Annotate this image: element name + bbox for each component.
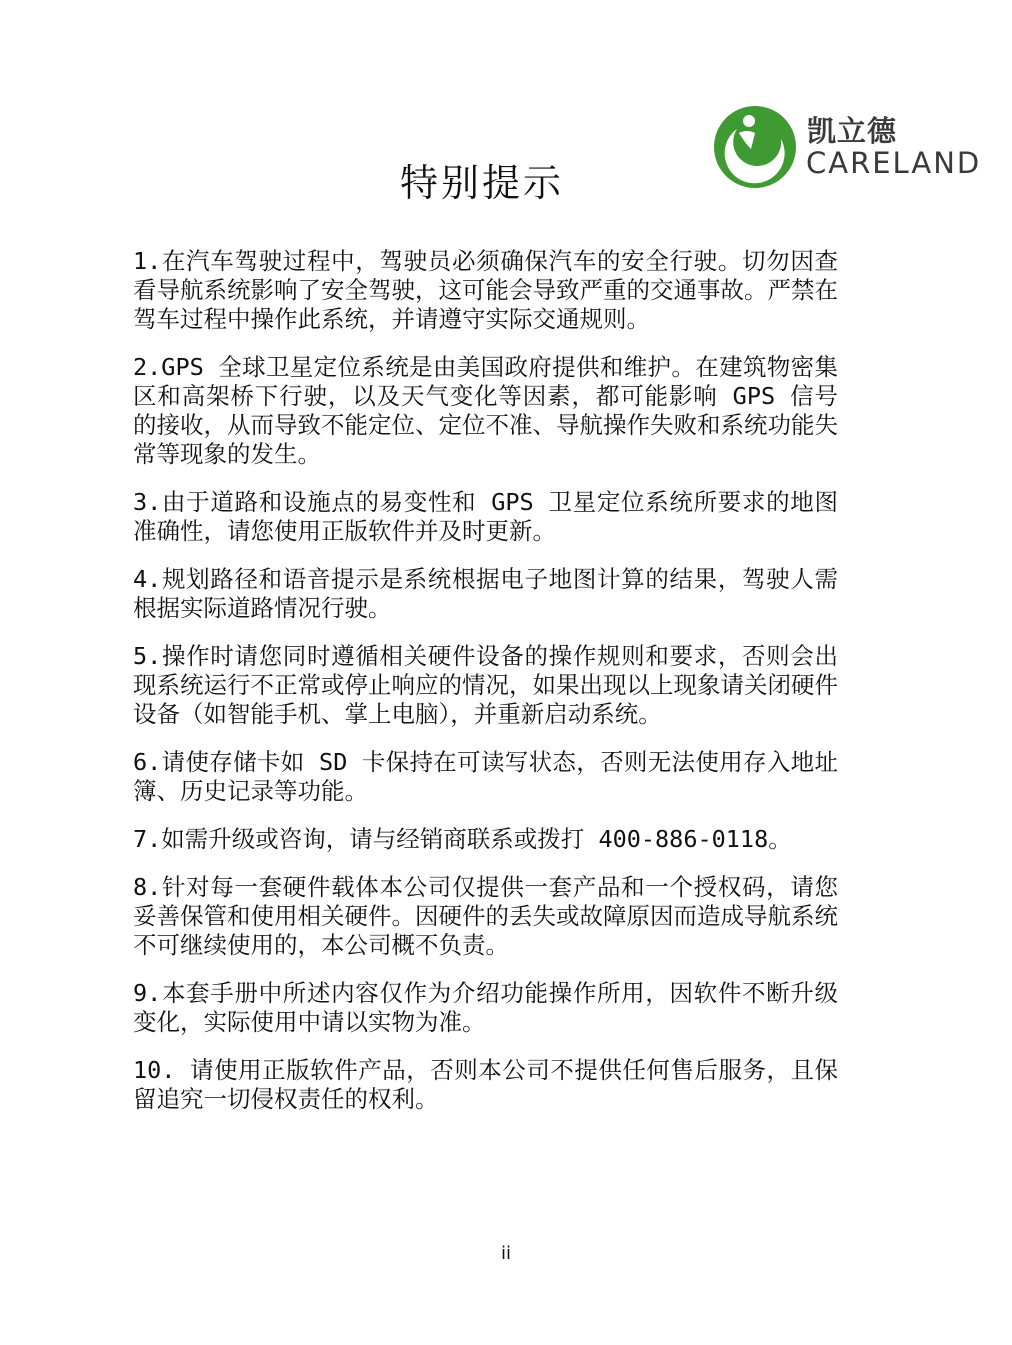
- notice-item-10: 10. 请使用正版软件产品，否则本公司不提供任何售后服务，且保留追究一切侵权责任的权利。: [133, 1056, 838, 1113]
- notice-list: [133, 247, 838, 1133]
- notice-item-8: 8.针对每一套硬件载体本公司仅提供一套产品和一个授权码，请您妥善保管和使用相关硬件。因硬件的丢失或故障原因而造成导航系统不可继续使用的，本公司概不负责。: [133, 873, 838, 959]
- notice-item-1: 1.在汽车驾驶过程中，驾驶员必须确保汽车的安全行驶。切勿因查看导航系统影响了安全驾驶，这可能会导致严重的交通事故。严禁在驾车过程中操作此系统，并请遵守实际交通规则。: [133, 247, 838, 333]
- page-title: 特别提示: [399, 161, 564, 205]
- notice-item-4: 4.规划路径和语音提示是系统根据电子地图计算的结果，驾驶人需根据实际道路情况行驶。: [133, 565, 838, 622]
- notice-item-5: 5.操作时请您同时遵循相关硬件设备的操作规则和要求，否则会出现系统运行不正常或停止响应的情况，如果出现以上现象请关闭硬件设备（如智能手机、掌上电脑），并重新启动系统。: [133, 642, 838, 728]
- page-number: ii: [500, 1243, 511, 1264]
- logo-chinese-text: 凯立德: [807, 114, 898, 148]
- notice-item-2: 2.GPS 全球卫星定位系统是由美国政府提供和维护。在建筑物密集区和高架桥下行驶，以及天气变化等因素，都可能影响 GPS 信号的接收，从而导致不能定位、定位不准、导航操作失败和系统功能失常等现象的发生。: [133, 353, 838, 468]
- notice-item-9: 9.本套手册中所述内容仅作为介绍功能操作所用，因软件不断升级变化，实际使用中请以实物为准。: [133, 979, 838, 1036]
- logo-english-text: CARELAND: [806, 146, 982, 180]
- notice-item-3: 3.由于道路和设施点的易变性和 GPS 卫星定位系统所要求的地图准确性，请您使用正版软件并及时更新。: [133, 488, 838, 545]
- notice-item-7: 7.如需升级或咨询，请与经销商联系或拨打 400-886-0118。: [133, 825, 792, 853]
- notice-item-6: 6.请使存储卡如 SD 卡保持在可读写状态，否则无法使用存入地址簿、历史记录等功能。: [133, 748, 838, 805]
